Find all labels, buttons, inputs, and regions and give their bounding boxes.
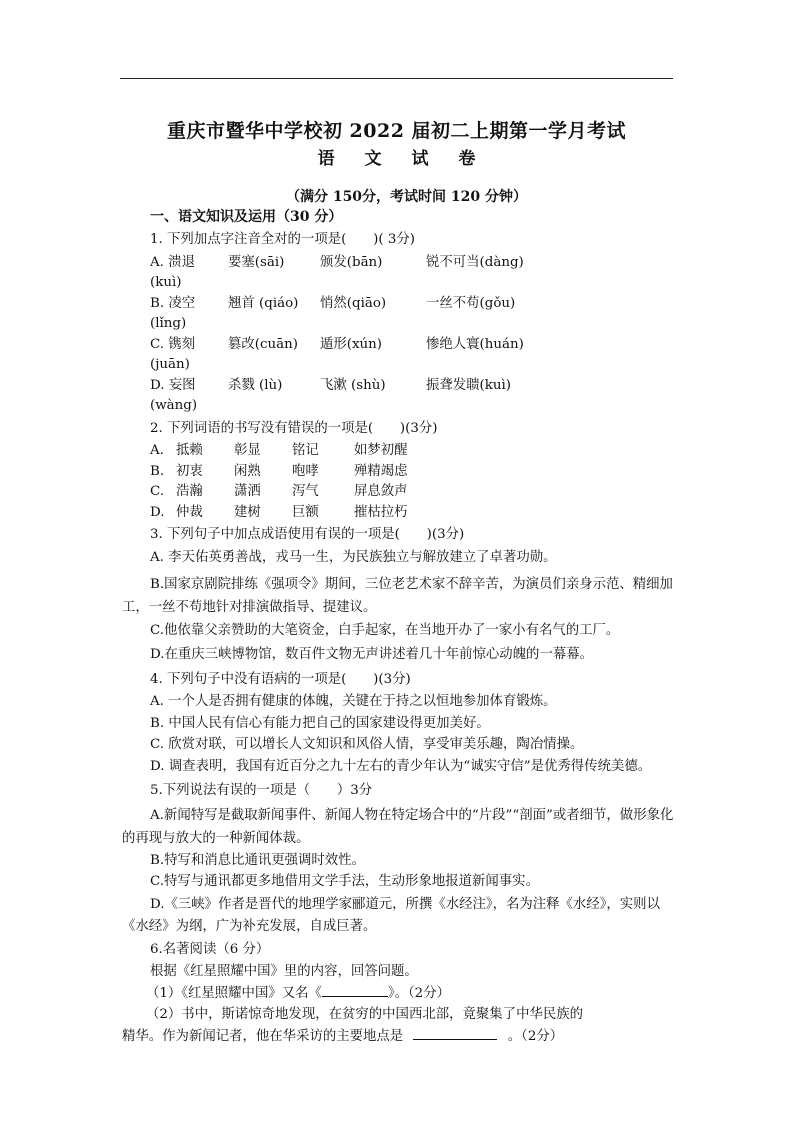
q6-sub1-pre: （1）《红星照耀中国》又名《 [146, 985, 322, 1001]
q1-c-3: 遁形(xún) [320, 336, 383, 352]
q1-a-3: 颁发(bān) [320, 254, 383, 270]
q2-d-2: 建树 [234, 504, 261, 520]
q2-b-2: 闲熟 [234, 463, 261, 479]
q1-options [150, 253, 677, 417]
exam-content [122, 228, 677, 1048]
q2-c-1: 浩瀚 [176, 484, 203, 499]
q1-option-c [150, 335, 677, 376]
q6-sub2-blank[interactable] [413, 1027, 497, 1040]
q2-a-4: 如梦初醒 [354, 443, 408, 458]
q1-a-1: A. 溃退 (kuì) [150, 254, 195, 290]
q1-d-3: 飞漱 (shù) [320, 377, 386, 393]
q6-sub2-line2 [122, 1027, 677, 1048]
q2-a-3: 铭记 [292, 443, 319, 458]
q2-options [150, 441, 677, 523]
exam-subtitle: 语 文 试 卷 [317, 149, 488, 169]
q1-b-3: 悄然(qiāo) [320, 295, 387, 311]
q6-sub2-pre: 精华。作为新闻记者，他在华采访的主要地点是 [122, 1028, 404, 1044]
q6-sub1-blank[interactable] [322, 984, 388, 997]
q1-option-d [150, 376, 677, 417]
q1-d-1: D. 妄图(wàng) [150, 377, 198, 413]
section-heading: 一、语文知识及运用（30 分） [150, 209, 343, 225]
q5-option-b: B.特写和消息比通讯更强调时效性。 [150, 852, 365, 868]
q1-d-2: 杀戮 (lù) [228, 377, 283, 393]
q2-b-3: 咆哮 [292, 463, 319, 479]
q5-option-c: C.特写与通讯都更多地借用文学手法，生动形象地报道新闻事实。 [150, 874, 539, 889]
q2-stem: 2. 下列词语的书写没有错误的一项是( )(3分) [150, 420, 438, 436]
q1-c-4: 惨绝人寰(huán) [426, 336, 524, 352]
q4-option-c: C. 欣赏对联，可以增长人文知识和风俗人情，享受审美乐趣，陶冶情操。 [150, 737, 584, 752]
q2-a-1: 抵赖 [176, 443, 203, 458]
q2-d-letter: D. [150, 504, 165, 520]
exam-title: 重庆市暨华中学校初 2022 届初二上期第一学月考试 [166, 120, 627, 142]
q1-d-4: 振聋发聩(kuì) [426, 377, 512, 393]
q2-b-4: 殚精竭虑 [354, 463, 408, 479]
q2-c-3: 泻气 [292, 484, 319, 499]
q1-b-1: B. 凌空 (lǐng) [150, 295, 196, 331]
q6-sub2-line1: （2）书中，斯诺惊奇地发现，在贫穷的中国西北部，竟聚集了中华民族的 [146, 1007, 584, 1022]
q5-option-d: D.《三峡》作者是晋代的地理学家郦道元，所撰《水经注》，名为注释《水经》，实则以《水经》为纲，广为补充发展，自成巨著。 [122, 896, 660, 934]
q6-stem: 6.名著阅读（6 分） [150, 941, 270, 957]
q6-sub1 [146, 984, 677, 1005]
q2-a-letter: A. [150, 443, 164, 458]
q4-option-a: A. 一个人是否拥有健康的体魄，关键在于持之以恒地参加体育锻炼。 [150, 694, 557, 709]
q1-b-2: 翘首 (qiáo) [228, 295, 299, 311]
q1-stem: 1. 下列加点字注音全对的一项是( )( 3分) [150, 232, 415, 247]
q2-c-letter: C. [150, 484, 165, 499]
q3-stem: 3. 下列句子中加点成语使用有误的一项是( )(3分) [150, 527, 465, 542]
q2-d-4: 摧枯拉朽 [354, 504, 408, 520]
q4-option-b: B. 中国人民有信心有能力把自己的国家建设得更加美好。 [150, 715, 490, 731]
q2-b-letter: B. [150, 463, 165, 479]
q6-intro: 根据《红星照耀中国》里的内容，回答问题。 [150, 964, 418, 979]
q1-c-1: C. 镌刻 (juān) [150, 336, 196, 372]
q6-sub2-post: 。（2分） [507, 1028, 564, 1044]
q4-option-d: D. 调查表明，我国有近百分之九十左右的青少年认为“诚实守信”是优秀得传统美德。 [150, 758, 652, 774]
q2-d-1: 仲裁 [176, 504, 203, 520]
q1-option-b [150, 294, 677, 335]
q2-a-2: 彰显 [234, 443, 261, 458]
q1-a-4: 锐不可当(dàng) [426, 254, 524, 270]
q2-c-2: 潇洒 [234, 484, 261, 499]
q5-option-a: A.新闻特写是截取新闻事件、新闻人物在特定场合中的“片段”“剖面”或者细节，做形象化的再现与放大的一种新闻体裁。 [122, 807, 674, 846]
q3-option-b: B.国家京剧院排练《强项令》期间，三位老艺术家不辞辛苦，为演员们亲身示范、精细加工，一丝不苟地针对排演做指导、提建议。 [122, 577, 673, 615]
top-rule [120, 78, 673, 79]
q2-option-b [150, 462, 677, 483]
q2-option-c [150, 482, 677, 503]
q3-option-a: A. 李天佑英勇善战，戎马一生，为民族独立与解放建立了卓著功勋。 [150, 549, 557, 565]
q2-option-a [150, 441, 677, 462]
q1-b-4: 一丝不苟(gǒu) [426, 295, 516, 311]
q1-c-2: 篡改(cuān) [228, 336, 298, 352]
q1-option-a [150, 253, 677, 294]
q4-stem: 4. 下列句子中没有语病的一项是( )(3分) [150, 671, 411, 687]
q2-option-d [150, 503, 677, 524]
q5-stem: 5.下列说法有误的一项是（ ）3分 [150, 783, 373, 798]
q2-c-4: 屏息敛声 [354, 484, 408, 499]
q6-sub1-post: 》。（2分） [387, 985, 450, 1001]
q1-a-2: 要塞(sāi) [228, 254, 285, 270]
q2-b-1: 初衷 [176, 463, 203, 479]
q3-option-d: D.在重庆三峡博物馆，数百件文物无声讲述着几十年前惊心动魄的一幕幕。 [150, 647, 594, 662]
q3-option-c: C.他依靠父亲赞助的大笔资金，白手起家，在当地开办了一家小有名气的工厂。 [150, 623, 620, 638]
exam-note: （满分 150分，考试时间 120 分钟） [285, 189, 528, 205]
q2-d-3: 巨额 [292, 504, 319, 520]
